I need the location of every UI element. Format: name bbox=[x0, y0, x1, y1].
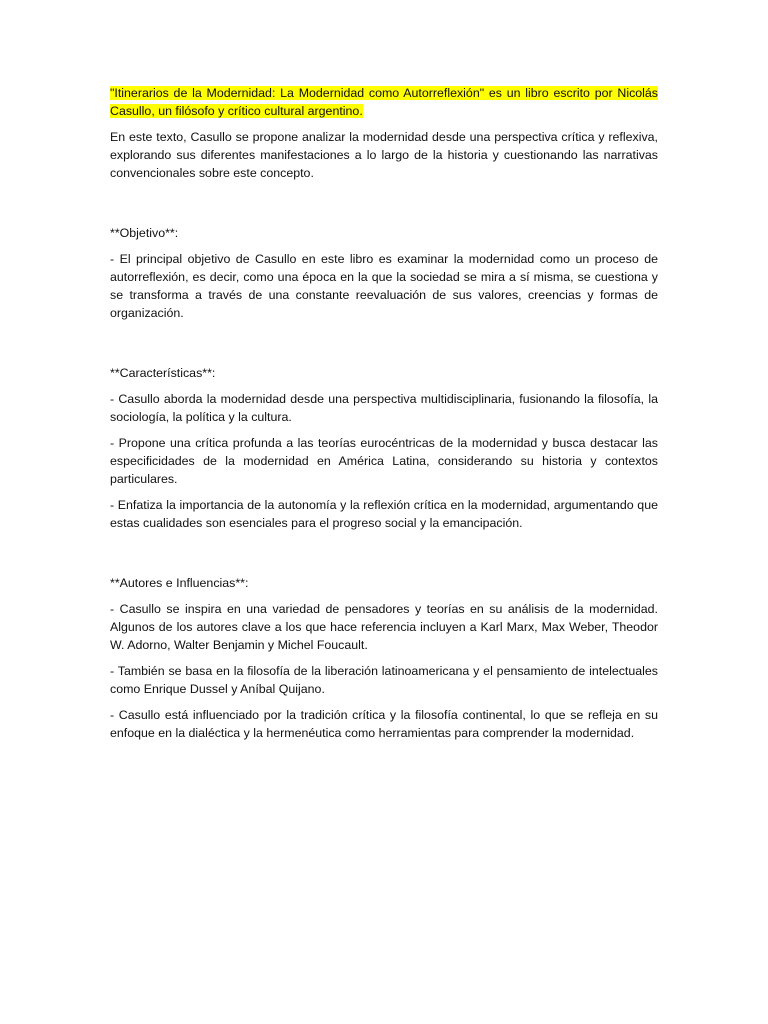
section-heading-autores: **Autores e Influencias**: bbox=[110, 576, 249, 590]
section-autores bbox=[110, 574, 658, 742]
description-paragraph: En este texto, Casullo se propone analizar la modernidad desde una perspectiva crítica y reflexiva, explorando sus diferentes manifestaciones a lo largo de la historia y cuestionando las narrativas convencionales sobre este concepto. bbox=[110, 130, 658, 180]
highlighted-intro-text: "Itinerarios de la Modernidad: La Modernidad como Autorreflexión" es un libro escrito por Nicolás Casullo, un filósofo y crítico cultural argentino. bbox=[110, 86, 658, 118]
document-page bbox=[110, 84, 658, 750]
caracteristicas-paragraph-1: - Casullo aborda la modernidad desde una perspectiva multidisciplinaria, fusionando la filosofía, la sociología, la política y la cultura. bbox=[110, 392, 658, 424]
section-spacer bbox=[110, 330, 658, 364]
section-heading-caracteristicas: **Características**: bbox=[110, 366, 216, 380]
autores-paragraph-3: - Casullo está influenciado por la tradición crítica y la filosofía continental, lo que se refleja en su enfoque en la dialéctica y la hermenéutica como herramientas para comprender la modernidad. bbox=[110, 708, 658, 740]
caracteristicas-paragraph-2: - Propone una crítica profunda a las teorías eurocéntricas de la modernidad y busca destacar las especificidades de la modernidad en América Latina, considerando su historia y contextos particulares. bbox=[110, 436, 658, 486]
autores-paragraph-2: - También se basa en la filosofía de la liberación latinoamericana y el pensamiento de intelectuales como Enrique Dussel y Aníbal Quijano. bbox=[110, 664, 658, 696]
section-spacer bbox=[110, 190, 658, 224]
section-objetivo bbox=[110, 224, 658, 322]
section-heading-objetivo: **Objetivo**: bbox=[110, 226, 179, 240]
intro-paragraph bbox=[110, 84, 658, 120]
objetivo-paragraph: - El principal objetivo de Casullo en este libro es examinar la modernidad como un proceso de autorreflexión, es decir, como una época en la que la sociedad se mira a sí misma, se cuestiona y se transforma a través de una constante reevaluación de sus valores, creencias y formas de organización. bbox=[110, 252, 658, 320]
autores-paragraph-1: - Casullo se inspira en una variedad de pensadores y teorías en su análisis de la modernidad. Algunos de los autores clave a los que hace referencia incluyen a Karl Marx, Max Weber, Theodor W. Adorno, Walter Benjamin y Michel Foucault. bbox=[110, 602, 658, 652]
section-spacer bbox=[110, 540, 658, 574]
section-caracteristicas bbox=[110, 364, 658, 532]
caracteristicas-paragraph-3: - Enfatiza la importancia de la autonomía y la reflexión crítica en la modernidad, argumentando que estas cualidades son esenciales para el progreso social y la emancipación. bbox=[110, 498, 658, 530]
